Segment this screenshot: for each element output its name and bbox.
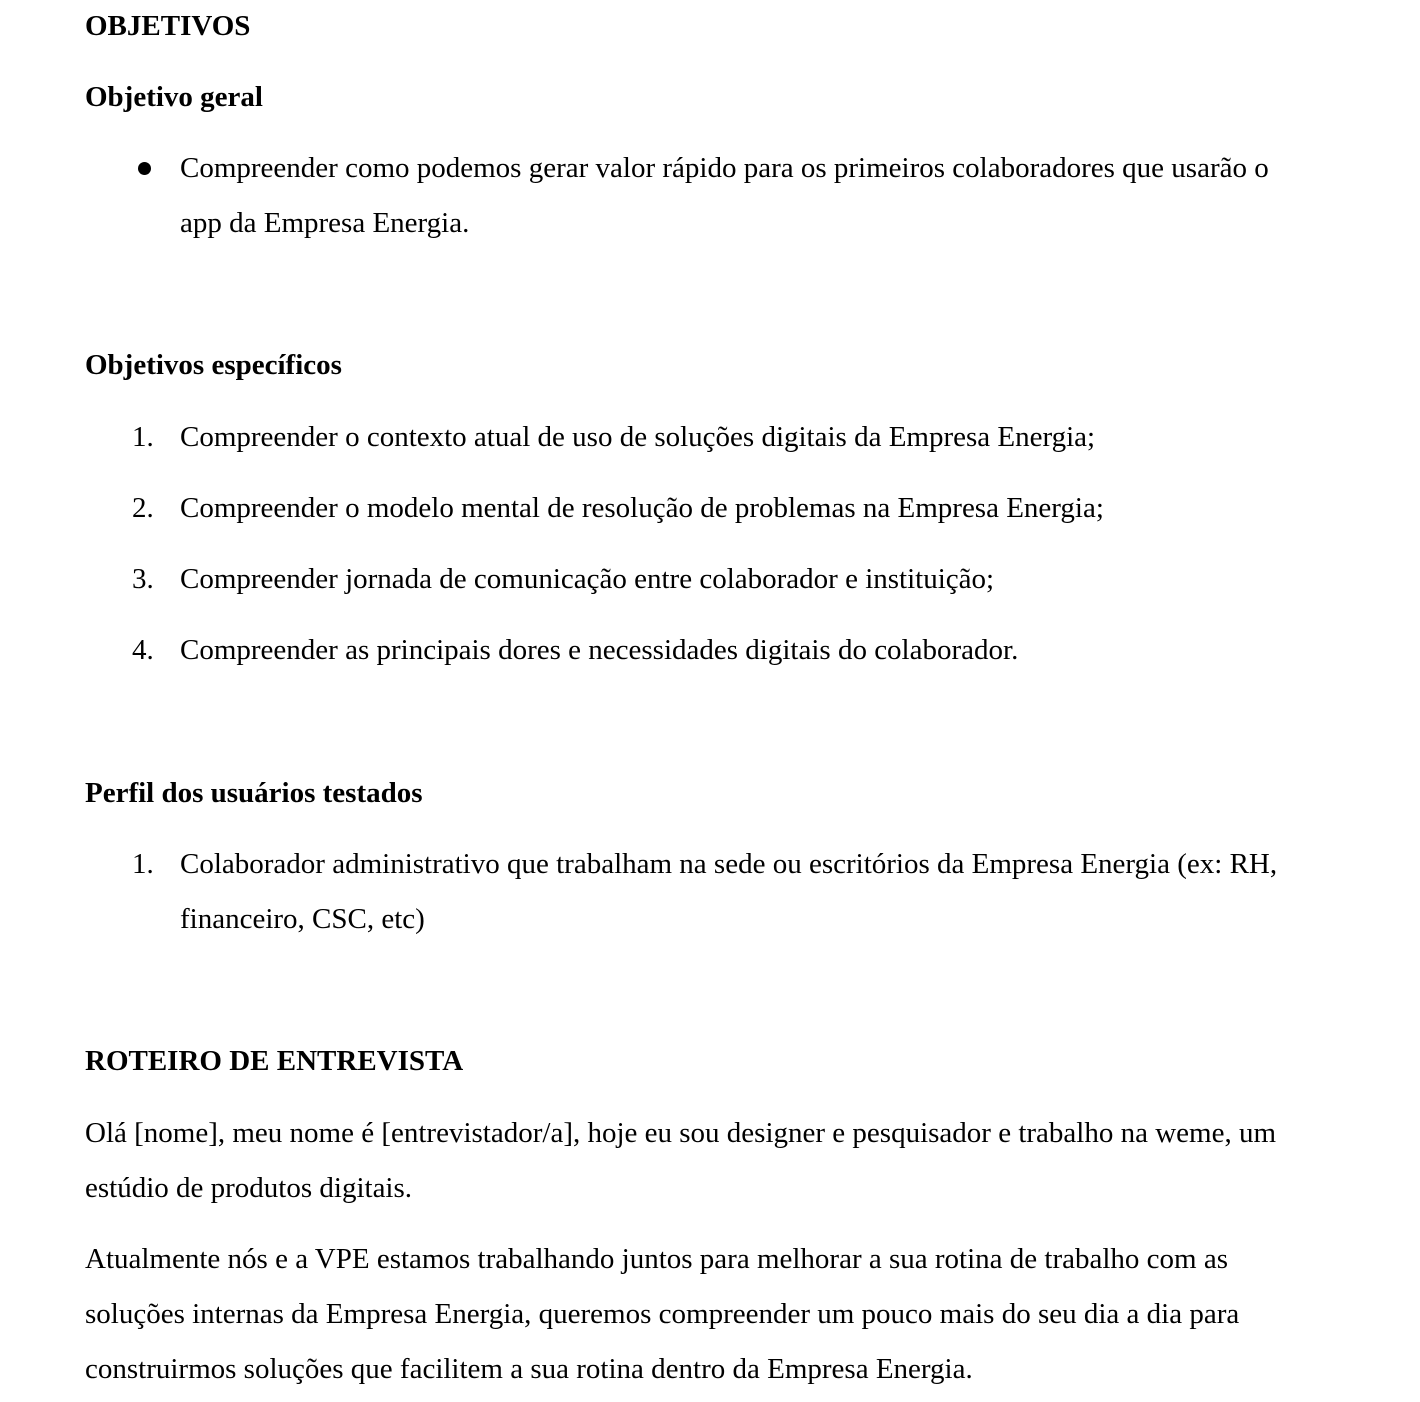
subheading-objetivo-geral: Objetivo geral bbox=[85, 81, 263, 113]
list-number: 3. bbox=[132, 563, 154, 595]
list-item-text: Compreender o modelo mental de resolução de problemas na Empresa Energia; bbox=[180, 492, 1104, 524]
list-item-text: Compreender as principais dores e necessidades digitais do colaborador. bbox=[180, 634, 1019, 666]
list-number: 1. bbox=[132, 421, 154, 453]
list-item-text: Compreender o contexto atual de uso de soluções digitais da Empresa Energia; bbox=[180, 421, 1096, 453]
list-item-text: Compreender jornada de comunicação entre colaborador e instituição; bbox=[180, 563, 995, 595]
section-heading-objetivos: OBJETIVOS bbox=[85, 10, 251, 42]
bullet-icon bbox=[138, 162, 151, 175]
subheading-objetivos-especificos: Objetivos específicos bbox=[85, 349, 342, 381]
list-number: 2. bbox=[132, 492, 154, 524]
list-number: 1. bbox=[132, 848, 154, 880]
list-number: 4. bbox=[132, 634, 154, 666]
list-item-text: Compreender como podemos gerar valor rápido para os primeiros colaboradores que usarão o app da Empresa Energia. bbox=[180, 152, 1269, 239]
paragraph-intro: Olá [nome], meu nome é [entrevistador/a], hoje eu sou designer e pesquisador e trabalho na weme, um estúdio de produtos digitais. bbox=[85, 1117, 1277, 1204]
section-heading-roteiro: ROTEIRO DE ENTREVISTA bbox=[85, 1045, 464, 1077]
list-item-text: Colaborador administrativo que trabalham na sede ou escritórios da Empresa Energia (ex: RH, financeiro, CSC, etc) bbox=[180, 848, 1278, 935]
subheading-perfil-usuarios: Perfil dos usuários testados bbox=[85, 777, 423, 809]
paragraph-context: Atualmente nós e a VPE estamos trabalhando juntos para melhorar a sua rotina de trabalho com as soluções internas da Empresa Energia, queremos compreender um pouco mais do seu dia a dia para construirmos soluções que facilitem a sua rotina dentro da Empresa Energia. bbox=[85, 1243, 1240, 1385]
